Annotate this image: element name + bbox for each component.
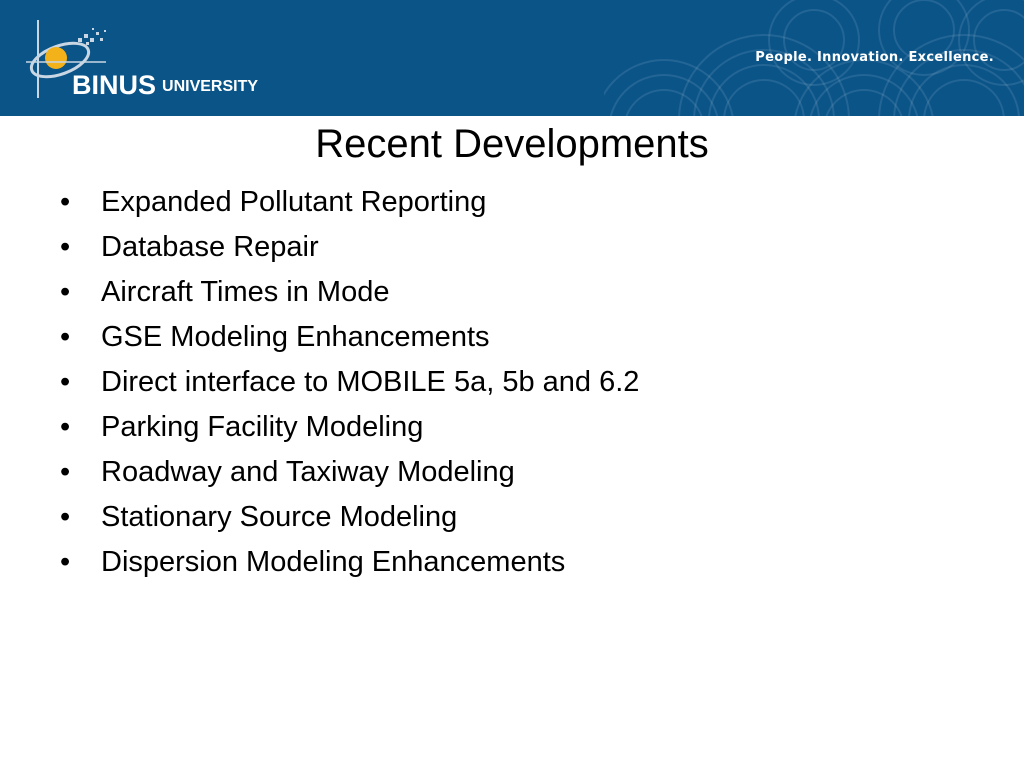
logo-wordmark (72, 70, 258, 101)
tagline: People. Innovation. Excellence. (755, 50, 994, 65)
bullet-glyph: • (60, 366, 71, 398)
bullet-glyph: • (60, 231, 71, 263)
logo-binus-text: BINUS (72, 70, 157, 100)
bullet-text: Parking Facility Modeling (101, 411, 424, 443)
bullet-glyph: • (60, 186, 71, 218)
bullet-glyph: • (60, 456, 71, 488)
bullet-glyph: • (60, 411, 71, 443)
bullet-text: Direct interface to MOBILE 5a, 5b and 6.2 (101, 366, 640, 398)
logo-university-text: UNIVERSITY (162, 78, 259, 95)
bullet-glyph: • (60, 501, 71, 533)
bullet-text: Dispersion Modeling Enhancements (101, 546, 566, 578)
binus-logo (26, 18, 306, 102)
bullet-text: Expanded Pollutant Reporting (101, 186, 487, 218)
header-banner (0, 0, 1024, 116)
bullet-text: Roadway and Taxiway Modeling (101, 456, 515, 488)
bullet-glyph: • (60, 546, 71, 578)
bullet-text: GSE Modeling Enhancements (101, 321, 490, 353)
bullet-text: Database Repair (101, 231, 319, 263)
slide-title: Recent Developments (315, 122, 709, 166)
bullet-text: Stationary Source Modeling (101, 501, 458, 533)
bullet-glyph: • (60, 321, 71, 353)
bullet-text: Aircraft Times in Mode (101, 276, 390, 308)
bullet-glyph: • (60, 276, 71, 308)
